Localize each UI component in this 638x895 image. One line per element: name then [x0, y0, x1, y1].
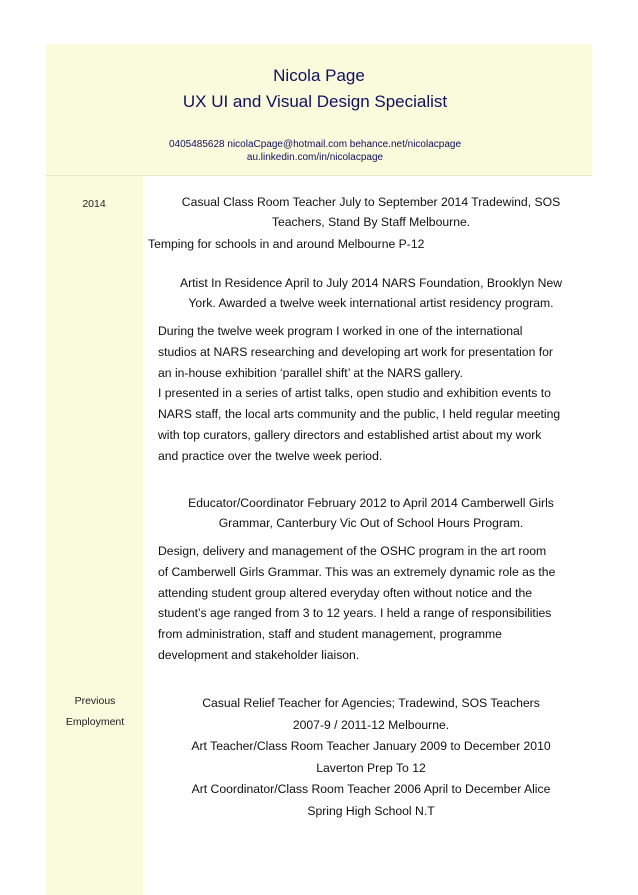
sidebar-background [46, 176, 143, 895]
entry-heading-line: York. Awarded a twelve week international artist residency program. [188, 296, 554, 310]
entry-heading-line: Casual Relief Teacher for Agencies; Tradewind, SOS Teachers [202, 696, 540, 710]
entry-heading-line: Art Teacher/Class Room Teacher January 2009 to December 2010 [191, 739, 551, 753]
entry-heading [148, 493, 594, 533]
year-label: 2014 [82, 198, 106, 210]
description-line: During the twelve week program I worked in one of the international [158, 324, 523, 338]
entry-educator-coordinator [148, 493, 594, 666]
description-line: an in-house exhibition ‘parallel shift’ at the NARS gallery. [158, 365, 463, 380]
previous-label: Previous [74, 695, 116, 707]
description-line: attending student group altered everyday often without notice and the [158, 585, 533, 600]
entry-casual-teacher [148, 192, 594, 254]
description-line: and practice over the twelve week period. [158, 448, 383, 463]
employment-label: Employment [65, 716, 125, 728]
description-line: with top curators, gallery directors and established artist about my work [158, 427, 542, 442]
entry-heading-line: Grammar, Canterbury Vic Out of School Hours Program. [218, 516, 524, 530]
entry-heading [148, 693, 594, 822]
candidate-name: Nicola Page [273, 66, 365, 85]
contact-line[interactable]: 0405485628 nicolaCpage@hotmail.com behance.net/nicolacpage [168, 139, 462, 150]
entry-heading-line: Artist In Residence April to July 2014 NARS Foundation, Brooklyn New [179, 276, 563, 290]
entry-heading-line: Art Coordinator/Class Room Teacher 2006 April to December Alice [191, 782, 551, 796]
contact-details [140, 138, 490, 164]
description-line: of Camberwell Girls Grammar. This was an extremely dynamic role as the [158, 564, 556, 579]
entry-heading-line: Educator/Coordinator February 2012 to April 2014 Camberwell Girls [188, 496, 554, 510]
description-line: studios at NARS researching and developing art work for presentation for [158, 344, 553, 359]
entry-heading-line: 2007-9 / 2011-12 Melbourne. [292, 717, 450, 732]
candidate-role: UX UI and Visual Design Specialist [182, 92, 448, 111]
description-line: I presented in a series of artist talks, open studio and exhibition events to [158, 386, 551, 401]
entry-heading-line: Casual Class Room Teacher July to September 2014 Tradewind, SOS [181, 195, 561, 209]
entry-heading [148, 273, 594, 313]
entry-artist-residence [148, 273, 594, 467]
entry-detail: Temping for schools in and around Melbourne P-12 [148, 237, 425, 251]
description-line: Design, delivery and management of the OSHC program in the art room [158, 544, 547, 558]
description-line: NARS staff, the local arts community and the public, I held regular meeting [158, 407, 561, 422]
entry-heading-line: Laverton Prep To 12 [316, 760, 426, 775]
description-line: from administration, staff and student management, programme [158, 627, 502, 642]
linkedin-link[interactable]: au.linkedin.com/in/nicolacpage [246, 152, 384, 163]
entry-heading [148, 192, 594, 232]
entry-description [148, 321, 594, 467]
entry-heading-line: Teachers, Stand By Staff Melbourne. [271, 215, 471, 229]
entry-previous-employment [148, 693, 594, 822]
entry-description [148, 541, 594, 666]
description-line: development and stakeholder liaison. [158, 647, 360, 662]
entry-heading-line: Spring High School N.T [307, 803, 435, 818]
description-line: student’s age ranged from 3 to 12 years. I held a range of responsibilities [158, 606, 552, 621]
